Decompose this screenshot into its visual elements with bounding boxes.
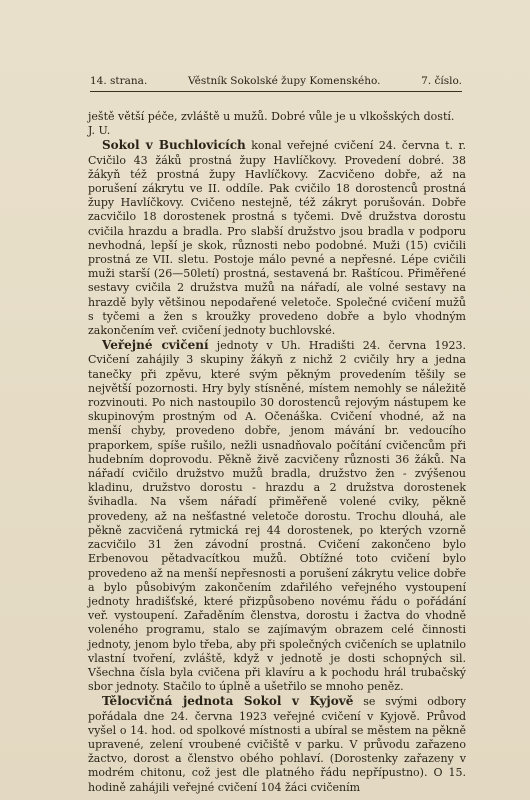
- intro-text: ještě větší péče, zvláště u mužů. Dobré vůle je u vlkošských dostí.: [88, 110, 455, 123]
- section-uh-hradiste: [88, 338, 466, 694]
- page-header: [90, 74, 462, 92]
- section-buchlovice: [88, 138, 466, 338]
- article-body: [88, 110, 466, 795]
- section-buchlovice-text: konal veřejné cvičení 24. června t. r. Cvičilo 43 žáků prostná župy Havlíčkovy. Provedení dobré. 38 žákyň též prostná župy Havlíčkovy. Zacvičeno dobře, až na porušení zákrytu ve II. oddíle. Pak cvičilo 18 dorostenců prostná župy Havlíčkovy. Cvičeno nestejně, též zákryt porušován. Dobře zacvičilo 18 dorostenek prostná s tyčemi. Dvě družstva dorostu cvičila hrazdu a bradla. Pro slabší družstvo jsou bradla v podporu nevhodná, lepší je skok, různosti nebo podobné. Muži (15) cvičili prostná ze VII. sletu. Postoje málo pevné a nepřesné. Lépe cvičili muži starší (26—50letí) prostná, sestavená br. Raštícou. Přiměřené sestavy cvičila 2 družstva mužů na nářadí, ale volné sestavy na hrazdě byly většinou nepodařené veletoče. Společné cvičení mužů s tyčemi a žen s kroužky provedeno dobře a bylo vhodným zakončením veř. cvičení jednoty buchlovské.: [88, 139, 467, 338]
- section-uh-hradiste-heading: Veřejné cvičení: [102, 338, 209, 353]
- section-kyjov-text: se svými odbory pořádala dne 24. června 1923 veřejné cvičení v Kyjově. Průvod vyšel o 14. hod. od spolkové místnosti a ubíral se městem na pěkně upravené, zelení vroubené cvičiště v parku. V průvodu zařazeno žactvo, dorost a členstvo obého pohlaví. (Dorostenky zařazeny v modrém chitonu, což jest dle platného řádu nepřípustno). O 15. hodině zahájili veřejné cvičení 104 žáci cvičením: [88, 695, 466, 794]
- section-kyjov-heading: Tělocvičná jednota Sokol v Kyjově: [102, 694, 354, 709]
- journal-title: Věstník Sokolské župy Komenského.: [188, 75, 381, 87]
- section-buchlovice-heading: Sokol v Buchlovicích: [102, 138, 246, 153]
- signature: J. U.: [88, 124, 111, 138]
- intro-paragraph: [88, 110, 466, 124]
- section-uh-hradiste-text: jednoty v Uh. Hradišti 24. června 1923. Cvičení zahájily 3 skupiny žákyň z nichž 2 cvičily hry a jedna tanečky při zpěvu, které svým pěkným provedením těšily se největší pozornosti. Hry byly stísněné, místem nemohly se náležitě rozvinouti. Po nich nastoupilo 30 dorostenců rejovým nástupem ke skupinovým prostným od A. Očenáška. Cvičení vhodné, až na menší chyby, provedeno dobře, jenom mávání br. vedoucího praporkem, spíše rušilo, nežli usnadňovalo počítání cvičencům při hudebním doprovodu. Pěkně živě zacvičeny různosti 36 žáků. Na nářadí cvičilo družstvo mužů bradla, družstvo žen - zvýšenou kladinu, družstvo dorostu - hrazdu a 2 družstva dorostenek švihadla. Na všem nářadí přiměřeně volené cviky, pěkně provedeny, až na nešťastné veletoče dorostu. Trochu dlouhá, ale pěkně zacvičená rytmická rej 44 dorostenek, po kterých vzorně zacvičilo 31 žen závodní prostná. Cvičení zakončeno bylo Erbenovou pětadvacítkou mužů. Obtížné toto cvičení bylo provedeno až na menší nepřesnosti a porušení zákrytu velice dobře a bylo působivým zakončením zdařilého veřejného vystoupení jednoty hradišťské, které přizpůsobeno novému řádu o pořádání veř. vystoupení. Zařaděním členstva, dorostu i žactva do vhodně voleného programu, stalo se zajímavým obrazem celé činnosti jednoty, jenom bylo třeba, aby při společných cvičeních se uplatnilo vlastní tvoření, zvláště, když v jednotě je dosti schopných sil. Všechna čísla byla cvičena při klavíru a k pochodu hrál trubačský sbor jednoty. Stačilo to úplně a ušetřilo se mnoho peněz.: [88, 339, 467, 694]
- issue-number: 7. číslo.: [421, 75, 462, 87]
- section-kyjov: [88, 694, 466, 794]
- page-number: 14. strana.: [90, 75, 148, 87]
